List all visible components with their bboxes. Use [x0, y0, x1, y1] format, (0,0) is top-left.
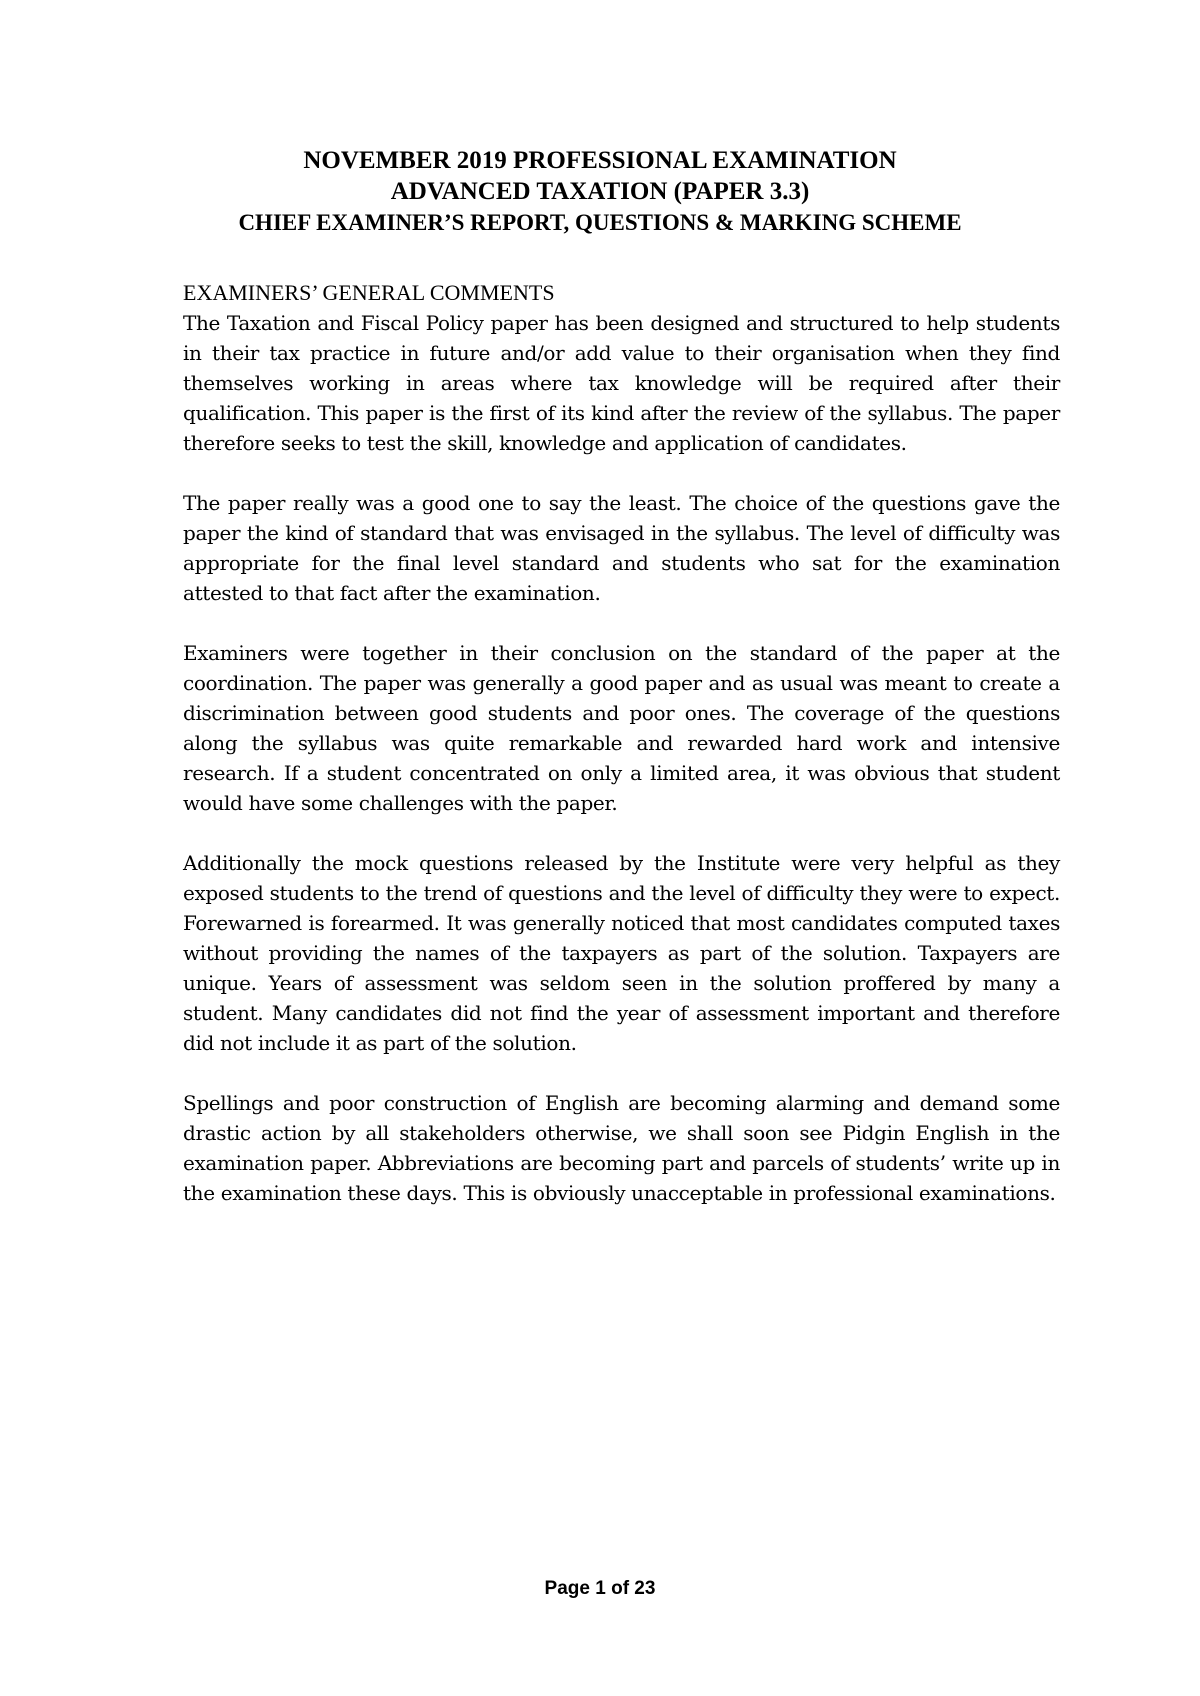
- paragraph: Examiners were together in their conclusion on the standard of the paper at the coordination. The paper was generally a good paper and as usual was meant to create a discrimination between good students and poor ones. The coverage of the questions along the syllabus was quite remarkable and rewarded hard work and intensive research. If a student concentrated on only a limited area, it was obvious that student would have some challenges with the paper.: [183, 641, 1060, 815]
- section-heading: EXAMINERS’ GENERAL COMMENTS: [183, 280, 555, 305]
- page-number: Page 1 of 23: [544, 1578, 656, 1599]
- paragraph: Spellings and poor construction of English are becoming alarming and demand some drastic action by all stakeholders otherwise, we shall soon see Pidgin English in the examination paper. Abbreviations are becoming part and parcels of students’ write up in the examination these days. This is obviously unacceptable in professional examinations.: [183, 1091, 1060, 1205]
- paragraph: Additionally the mock questions released by the Institute were very helpful as they exposed students to the trend of questions and the level of difficulty they were to expect. Forewarned is forearmed. It was generally noticed that most candidates computed taxes without providing the names of the taxpayers as part of the solution. Taxpayers are unique. Years of assessment was seldom seen in the solution proffered by many a student. Many candidates did not find the year of assessment important and therefore did not include it as part of the solution.: [183, 851, 1060, 1055]
- paragraph: The paper really was a good one to say the least. The choice of the questions gave the paper the kind of standard that was envisaged in the syllabus. The level of difficulty was appropriate for the final level standard and students who sat for the examination attested to that fact after the examination.: [183, 491, 1060, 605]
- paragraph: The Taxation and Fiscal Policy paper has been designed and structured to help students in their tax practice in future and/or add value to their organisation when they find themselves working in areas where tax knowledge will be required after their qualification. This paper is the first of its kind after the review of the syllabus. The paper therefore seeks to test the skill, knowledge and application of candidates.: [183, 311, 1060, 455]
- document-header: [150, 145, 1050, 239]
- document-body: [183, 278, 1060, 1238]
- exam-title: NOVEMBER 2019 PROFESSIONAL EXAMINATION: [303, 147, 897, 174]
- paper-title: ADVANCED TAXATION (PAPER 3.3): [390, 178, 810, 205]
- report-title: CHIEF EXAMINER’S REPORT, QUESTIONS & MARKING SCHEME: [238, 210, 962, 235]
